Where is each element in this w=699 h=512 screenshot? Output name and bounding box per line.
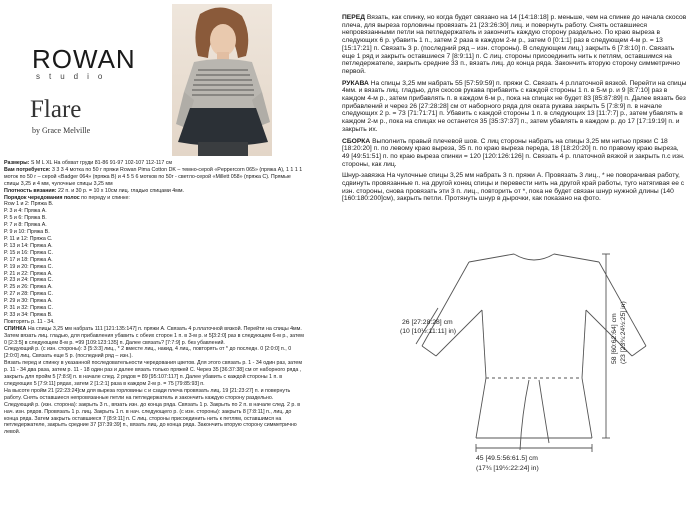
front-section: ПЕРЕД Вязать, как спинку, но когда будет связано на 14 [14:18:18] р. меньше, чем на спинке до начала скосов плеча, для выреза горловины провязать 21 [23:26:30] лиц. и повернуть работу. Снять оставшиеся непровязанными петли на петледержатель и закончить каждую сторону раздельно. По краю выреза в следующих 6 р. убавить 1 п., затем 2 раза в каждом 2-м р., затем 0 [0:1:1] раз в следующем 4-м р. = 13 [15:17:21] п. Связать 3 р. (последний ряд – изн. стороны). В следующем лиц.) закрыть 6 [7:8:10] п. Связать еще 1 ряд и закрыть оставшиеся 7 [8:9:11] п. С лиц. стороны присоединить нить к петлям, оставшимся на петледержателе, закрыть средние 33 п., вязать лиц. до конца ряда. Закончить вторую сторону симметрично первой.: [342, 14, 687, 75]
brand-subtitle: studio: [36, 72, 112, 81]
tie-cord-left: [520, 380, 529, 450]
neckline-curve: [514, 254, 554, 260]
sleeve-length-cm: 26 [27:28:28] cm: [402, 319, 453, 326]
sleeve-length-in: (10 [10½:11:11] in): [400, 328, 457, 335]
stripe-row: Р. 11 и 12: Пряжа С.: [4, 235, 53, 242]
pattern-author: by Grace Melville: [32, 126, 91, 135]
left-column: [4, 160, 304, 436]
right-cuff: [632, 346, 646, 356]
tie-cord-right: [539, 380, 549, 443]
back-paragraph-4: На высоте пройм 21 [22:23:24]см для выреза горловины с и сзади плеча провязать лиц. 19 [21:23:27] п. и повернуть работу. Снять оставшиеся непровязанные петли на петледержатель и закончить каждую сторону раздельно. Следующий р. (изн. сторона): закрыть 3 п., вязать изн. до конца ряда. Связать 1 р. Закрыть по 2 п. в начале след. 2 р. в нач. изн. рядов. Провязать 1 р. лиц. Закрыть 1 п. в нач. следующего р. (с изн. стороны): закрыть 8 [7:8:11] п., лиц. до конца ряда. Затем закрыть оставшиеся 7 [8:9:11] п. С лиц. стороны присоединить нить к петлям, оставшимся на петледержателе, закрыть средние 37 [37:39:39] п., вязать лиц. до конца ряда. Закончить вторую сторону симметрично левой.: [4, 387, 301, 436]
side-length-cm: 58 [60:62:64] cm: [611, 313, 618, 364]
back-section: СПИНКА На спицы 3,25 мм набрать 111 [121:135:147] п. пряжи А. Связать 4 р.платочной вязкой. Перейти на спицы 4мм. Затем вязать лиц. гладью, для прибавления убавить с обеих сторон 1 п. в 3-м р. и 5[3:2:0] раз в следующем 6-м р., затем 0 [2:3:5] в следующем 8-м р. =99 [109:123:135] п. Далее связать? [7:7:9] р. без убавлений.: [4, 325, 304, 346]
stripe-row: Row 1 и 2: Пряжа B.: [4, 201, 54, 208]
assembly-section: СБОРКА Выполнить правый плечевой шов. С лиц стороны набрать на спицы 3,25 мм нитью пряжи С 18 [18:20:20] п. по левому краю выреза, 35 п. по краю выреза переда, 18 [18:20:20] п. по правому краю выреза, 49 [49:51:51] п. по краю выреза спинки = 120 [120:126:126] п. Связать 4 р. платочной вязкой и закрыть п.с изн. стороны, как лиц.: [342, 137, 685, 168]
stripe-row: Р. 7 и 8: Пряжа А.: [4, 222, 47, 229]
stripe-row: Р. 3 и 4: Пряжа А.: [4, 208, 47, 215]
right-body-side: [582, 310, 586, 378]
yarn-line: Вам потребуется: 3 3 3 4 мотка по 50 г пряжи Rowan Pima Cotton DK – темно-серой «Peppercorn 065» (пряжа А), 1 1 1 1 моток по 50 г – серой «Badger 064» (пряжа B) и 4 5 5 6 мотков по 50г - светло-серой «Millett 058» (пряжа С). Прямые спицы 3,25 и 4 мм, чулочные спицы 3,25 мм: [4, 166, 303, 187]
sizes-line: Размеры: S M L XL На обхват груди 81-86 91-97 102-107 112-117 см: [4, 160, 173, 166]
stripe-heading: Порядок чередования полос по переду и спинке:: [4, 194, 130, 201]
brand-logo: ROWAN: [32, 44, 136, 74]
stripe-row: Р. 33 и 34: Пряжа B.: [4, 311, 53, 318]
right-column: [342, 14, 687, 207]
right-peplum-side: [582, 378, 592, 438]
stripe-row: Р. 17 и 18: Пряжа А.: [4, 256, 53, 263]
width-in: (17¾ [19½:22:24] in): [476, 465, 539, 472]
stripe-row: Р. 27 и 28: Пряжа С.: [4, 291, 53, 298]
sleeve-measure-line: [416, 308, 438, 344]
back-paragraph-2: Следующий р. (с изн. стороны): 3 [5:3:3] лиц., * 2 вместе лиц., накид, 4 лиц., повторять от * до последн. 0 [2:0:0] п., 0 [2:0:0] лиц. Связать еще 5 р. (последний ряд – изн.).: [4, 346, 292, 360]
stripe-row: Р. 19 и 20: Пряжа С.: [4, 263, 53, 270]
left-shoulder-line: [469, 254, 514, 262]
stripe-row: Р. 23 и 24: Пряжа С.: [4, 277, 53, 284]
width-cm: 45 [49.5:56:61.5] cm: [476, 455, 538, 462]
right-shoulder-line: [554, 254, 599, 262]
stripe-row: Р. 15 и 16: Пряжа С.: [4, 249, 53, 256]
stripe-row: Р. 13 и 14: Пряжа А.: [4, 242, 53, 249]
cord-paragraph: Шнур-завязка На чулочные спицы 3,25 мм набрать 3 п. пряжи А. Провязать 3 лиц., * не поворачивая работу, сдвинуть провязанные п. на другой конец спицы и перевести нить на другой край работы, туго натягивая ее с изн. стороны, снова провязать эти 3 п. лиц., повторить от *, пока не будет связан шнур нужной длины (140 [160:180:200]см), закрыть петли. Протянуть шнур в дырочки, как показано на фото.: [342, 172, 685, 203]
stripe-row: Р. 5 и 6: Пряжа B.: [4, 215, 47, 222]
stripe-row: Р. 31 и 32: Пряжа С.: [4, 305, 53, 312]
stripe-row: Р. 29 и 30: Пряжа А.: [4, 298, 53, 305]
side-length-in: (23 [23¾:24½:25] in): [620, 301, 627, 364]
left-peplum-side: [476, 378, 486, 438]
pattern-title: Flare: [30, 96, 82, 123]
repeat-line: Повторять р. 11 - 34.: [4, 318, 55, 325]
left-body-side: [482, 310, 486, 378]
back-paragraph-3: Вязать перед и спинку в указанной последовательности чередования цветов. Для этого связать р. 1 - 34 один раз, затем р. 11 - 34 два раза, затем р. 11 - 18 один раз и далее вязать только пряжей C. Через 35 [36:37:38] см от наборного ряда , закрыть для пройм 5 [7:8:9] п. в начале след. 2 рядов = 89 [95:107:117] п. Далее убавить с каждой стороны 1 п. в следующих 5 [7:9:11] рядах, затем 2 [1:2:1] раза в каждом 2-м р. = 75 [79:85:93] п.: [4, 360, 302, 387]
sleeves-section: РУКАВА На спицы 3,25 мм набрать 55 [57:59:59] п. пряжи С. Связать 4 р.платочной вязкой. Перейти на спицы 4мм. и вязать лиц. гладью, для скосов рукава прибавить с каждой стороны 1 п. в 5-м р. и 9 [8:7:10] раз в каждом 4-м р., затем прибавлять п. в каждом 6-м р., пока на спицах не будет 83 [85:87:89] п. Далее вязать без прибавлений и через 26 [27:28:28] см от наборного ряда для оката рукава закрыть 5 [7:8:9] п. в начале следующих 2 р. = 73 [71:71:71] п. Убавить с каждой стороны 1 п. в следующих 13 [11:7:7] р., затем убавлять в каждом 2-м р., пока на спицах не останется 35 [35:37:37] п., затем убавлять в каждом р. до 17 [17:19:19] п. и закрыть их.: [342, 79, 687, 133]
model-photo: [172, 4, 272, 156]
stripe-row: Р. 25 и 26: Пряжа А.: [4, 284, 53, 291]
garment-schematic: [394, 238, 694, 510]
stripe-row: Р. 21 и 22: Пряжа А.: [4, 270, 53, 277]
stripe-rows: [4, 201, 304, 318]
stripe-row: Р. 9 и 10: Пряжа B.: [4, 229, 50, 236]
model-photo-illustration: [172, 4, 272, 156]
left-cuff: [422, 346, 436, 356]
gauge-line: Плотность вязания: 22 п. и 30 р. = 10 х 10см лиц. гладью спицами 4мм.: [4, 187, 184, 194]
